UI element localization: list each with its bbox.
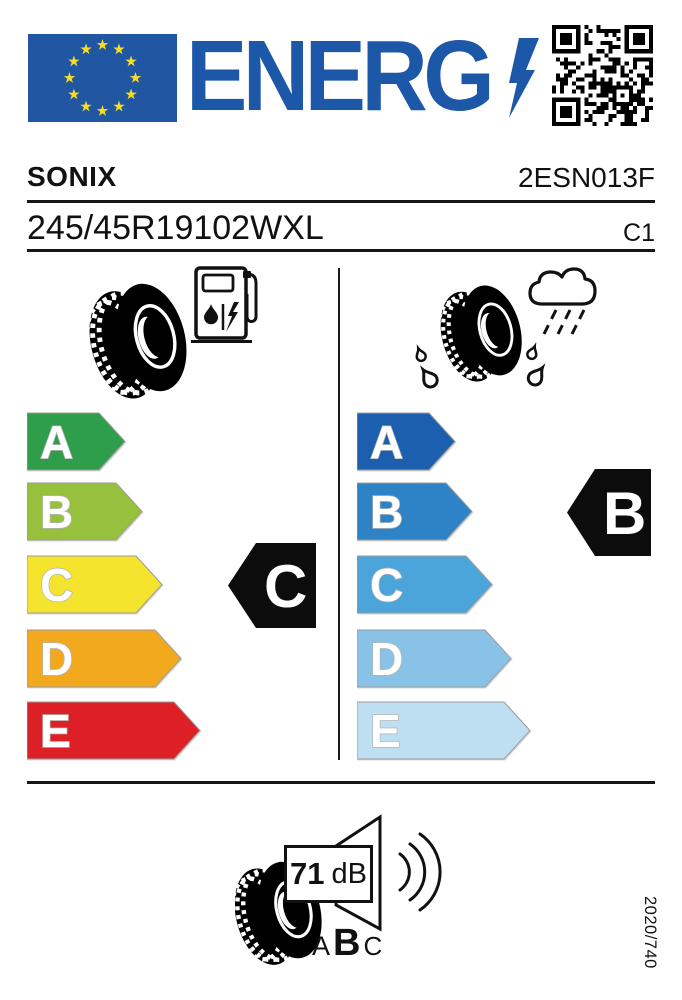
fuel-scale-letter: B	[40, 486, 74, 538]
fuel-rating-letter: C	[264, 553, 308, 620]
sound-waves-icon	[400, 834, 440, 910]
noise-value: 71	[290, 856, 325, 891]
noise-unit: dB	[331, 857, 367, 890]
fuel-efficiency-scale	[27, 405, 237, 765]
rain-cloud-icon	[524, 262, 602, 336]
fuel-scale-letter: A	[40, 416, 74, 468]
wet-scale-letter: E	[370, 705, 401, 757]
supplier-name: SONIX	[27, 161, 117, 192]
wet-scale-letter: B	[370, 486, 404, 538]
fuel-scale-letter: C	[40, 559, 74, 611]
lightning-bolt-icon	[505, 38, 539, 118]
column-divider	[338, 268, 340, 760]
qr-code	[552, 25, 653, 126]
noise-class-b-selected: B	[333, 922, 361, 964]
fuel-efficiency-rating-pointer	[228, 543, 316, 628]
noise-class-c: C	[363, 931, 383, 961]
divider-line	[27, 249, 655, 252]
divider-line	[27, 781, 655, 784]
wet-scale-letter: A	[370, 416, 404, 468]
eu-flag	[28, 34, 177, 122]
wet-grip-rating-letter: B	[603, 480, 647, 547]
noise-class-letters	[312, 922, 382, 965]
fuel-scale-letter: D	[40, 633, 74, 685]
noise-value-box	[284, 845, 373, 903]
divider-line	[27, 200, 655, 203]
tyre-class: C1	[623, 219, 655, 247]
regulation-number: 2020/740	[641, 896, 659, 969]
rain-lines	[544, 310, 584, 334]
wet-scale-letter: D	[370, 633, 404, 685]
wet-grip-scale	[357, 405, 567, 765]
noise-class-a: A	[312, 931, 331, 961]
fuel-scale-letter: E	[40, 705, 71, 757]
wet-scale-letter: C	[370, 559, 404, 611]
energy-logo-text: ENERG	[186, 20, 491, 132]
fuel-pump-icon	[190, 262, 262, 344]
tyre-icon	[88, 278, 192, 402]
wet-grip-rating-pointer	[567, 469, 651, 556]
size-designation: 245/45R19102WXL	[27, 209, 324, 247]
type-identifier: 2ESN013F	[518, 162, 655, 193]
